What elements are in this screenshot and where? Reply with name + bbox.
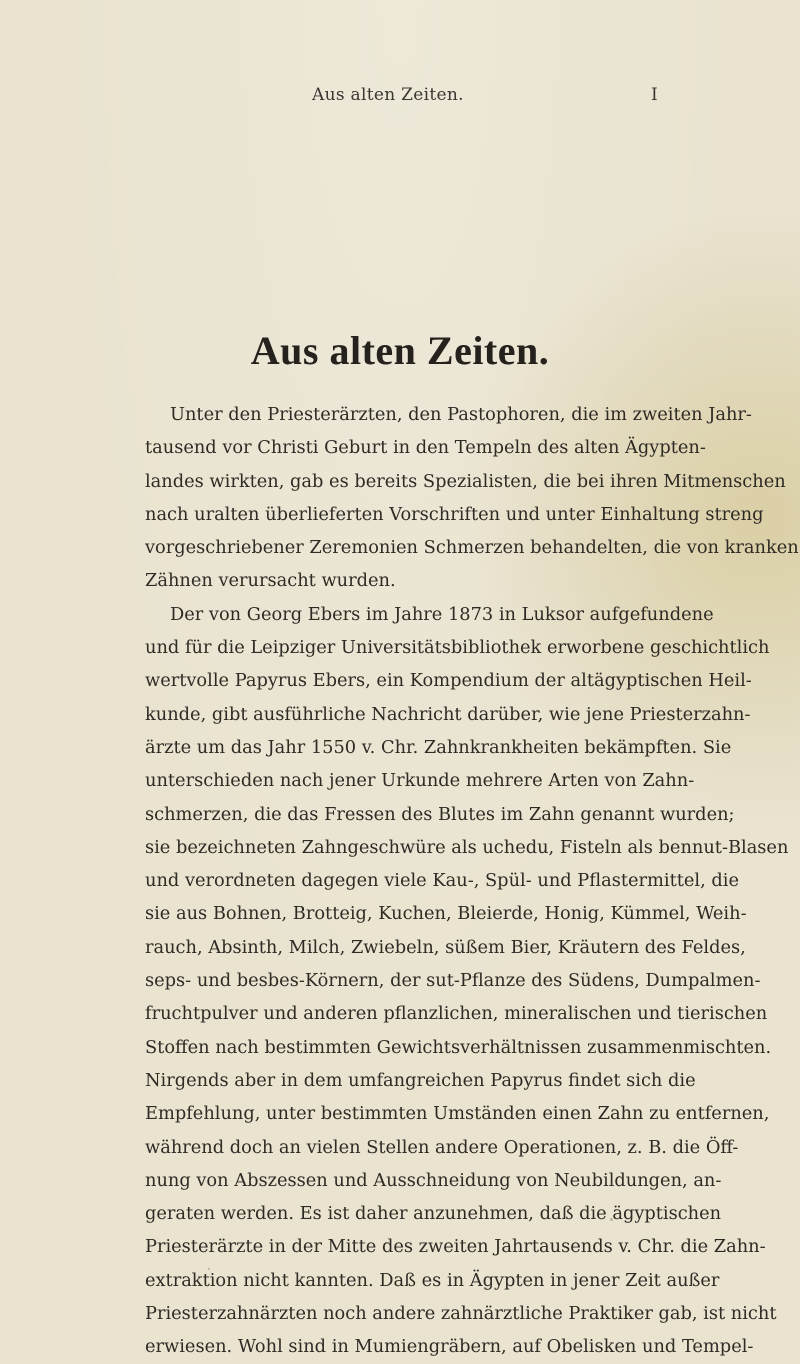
text-line: ärzte um das Jahr 1550 v. Chr. Zahnkrankheiten bekämpften. Sie <box>145 736 732 758</box>
text-line: kunde, gibt ausführliche Nachricht darüber, wie jene Priesterzahn- <box>145 703 751 725</box>
text-line: erwiesen. Wohl sind in Mumiengräbern, auf Obelisken und Tempel- <box>145 1336 754 1358</box>
paragraph-2 <box>145 598 789 1364</box>
text-line: wertvolle Papyrus Ebers, ein Kompendium der altägyptischen Heil- <box>145 670 752 692</box>
text-line: unterschieden nach jener Urkunde mehrere Arten von Zahn- <box>145 770 695 792</box>
running-title: Aus alten Zeiten. <box>312 85 464 105</box>
text-line: fruchtpulver und anderen pflanzlichen, mineralischen und tierischen <box>145 1003 768 1025</box>
text-line: extraktion nicht kannten. Daß es in Ägypten in jener Zeit außer <box>145 1269 720 1291</box>
text-line: sie bezeichneten Zahngeschwüre als uchedu, Fisteln als bennut-Blasen <box>145 836 789 858</box>
text-line: nung von Abszessen und Ausschneidung von Neubildungen, an- <box>145 1169 722 1191</box>
paper-speck <box>208 1268 210 1270</box>
text-line: sie aus Bohnen, Brotteig, Kuchen, Bleierde, Honig, Kümmel, Weih- <box>145 903 747 925</box>
text-line: Priesterzahnärzten noch andere zahnärztliche Praktiker gab, ist nicht <box>145 1303 777 1325</box>
text-line: nach uralten überlieferten Vorschriften und unter Einhaltung streng <box>145 503 764 525</box>
body-text <box>145 398 799 1364</box>
text-line: Zähnen verursacht wurden. <box>145 570 396 592</box>
text-line: Der von Georg Ebers im Jahre 1873 in Luksor aufgefundene <box>170 603 714 625</box>
text-line: geraten werden. Es ist daher anzunehmen, daß die ägyptischen <box>145 1203 722 1225</box>
paragraph-1 <box>145 398 799 598</box>
paper-speck <box>610 1218 613 1221</box>
text-line: landes wirkten, gab es bereits Spezialisten, die bei ihren Mitmenschen <box>145 470 786 492</box>
text-line: Unter den Priesterärzten, den Pastophoren, die im zweiten Jahr- <box>170 404 752 425</box>
text-line: und verordneten dagegen viele Kau-, Spül- und Pflastermittel, die <box>145 870 739 892</box>
chapter-title: Aus alten Zeiten. <box>250 328 550 373</box>
text-line: und für die Leipziger Universitätsbibliothek erworbene geschichtlich <box>145 637 770 659</box>
text-line: Empfehlung, unter bestimmten Umständen einen Zahn zu entfernen, <box>145 1103 770 1125</box>
text-line: rauch, Absinth, Milch, Zwiebeln, süßem Bier, Kräutern des Feldes, <box>145 936 746 958</box>
page-number: I <box>651 85 658 105</box>
text-line: Nirgends aber in dem umfangreichen Papyrus findet sich die <box>145 1069 696 1091</box>
text-line: Stoffen nach bestimmten Gewichtsverhältnissen zusammenmischten. <box>145 1036 772 1058</box>
text-line: Priesterärzte in der Mitte des zweiten Jahrtausends v. Chr. die Zahn- <box>145 1236 766 1258</box>
running-header <box>0 85 800 109</box>
text-line: vorgeschriebener Zeremonien Schmerzen behandelten, die von kranken <box>145 537 799 559</box>
text-line: seps- und besbes-Körnern, der sut-Pflanze des Südens, Dumpalmen- <box>145 970 761 992</box>
text-line: während doch an vielen Stellen andere Operationen, z. B. die Öff- <box>145 1136 739 1158</box>
text-line: tausend vor Christi Geburt in den Tempeln des alten Ägypten- <box>145 437 706 459</box>
text-line: schmerzen, die das Fressen des Blutes im Zahn genannt wurden; <box>145 803 735 825</box>
